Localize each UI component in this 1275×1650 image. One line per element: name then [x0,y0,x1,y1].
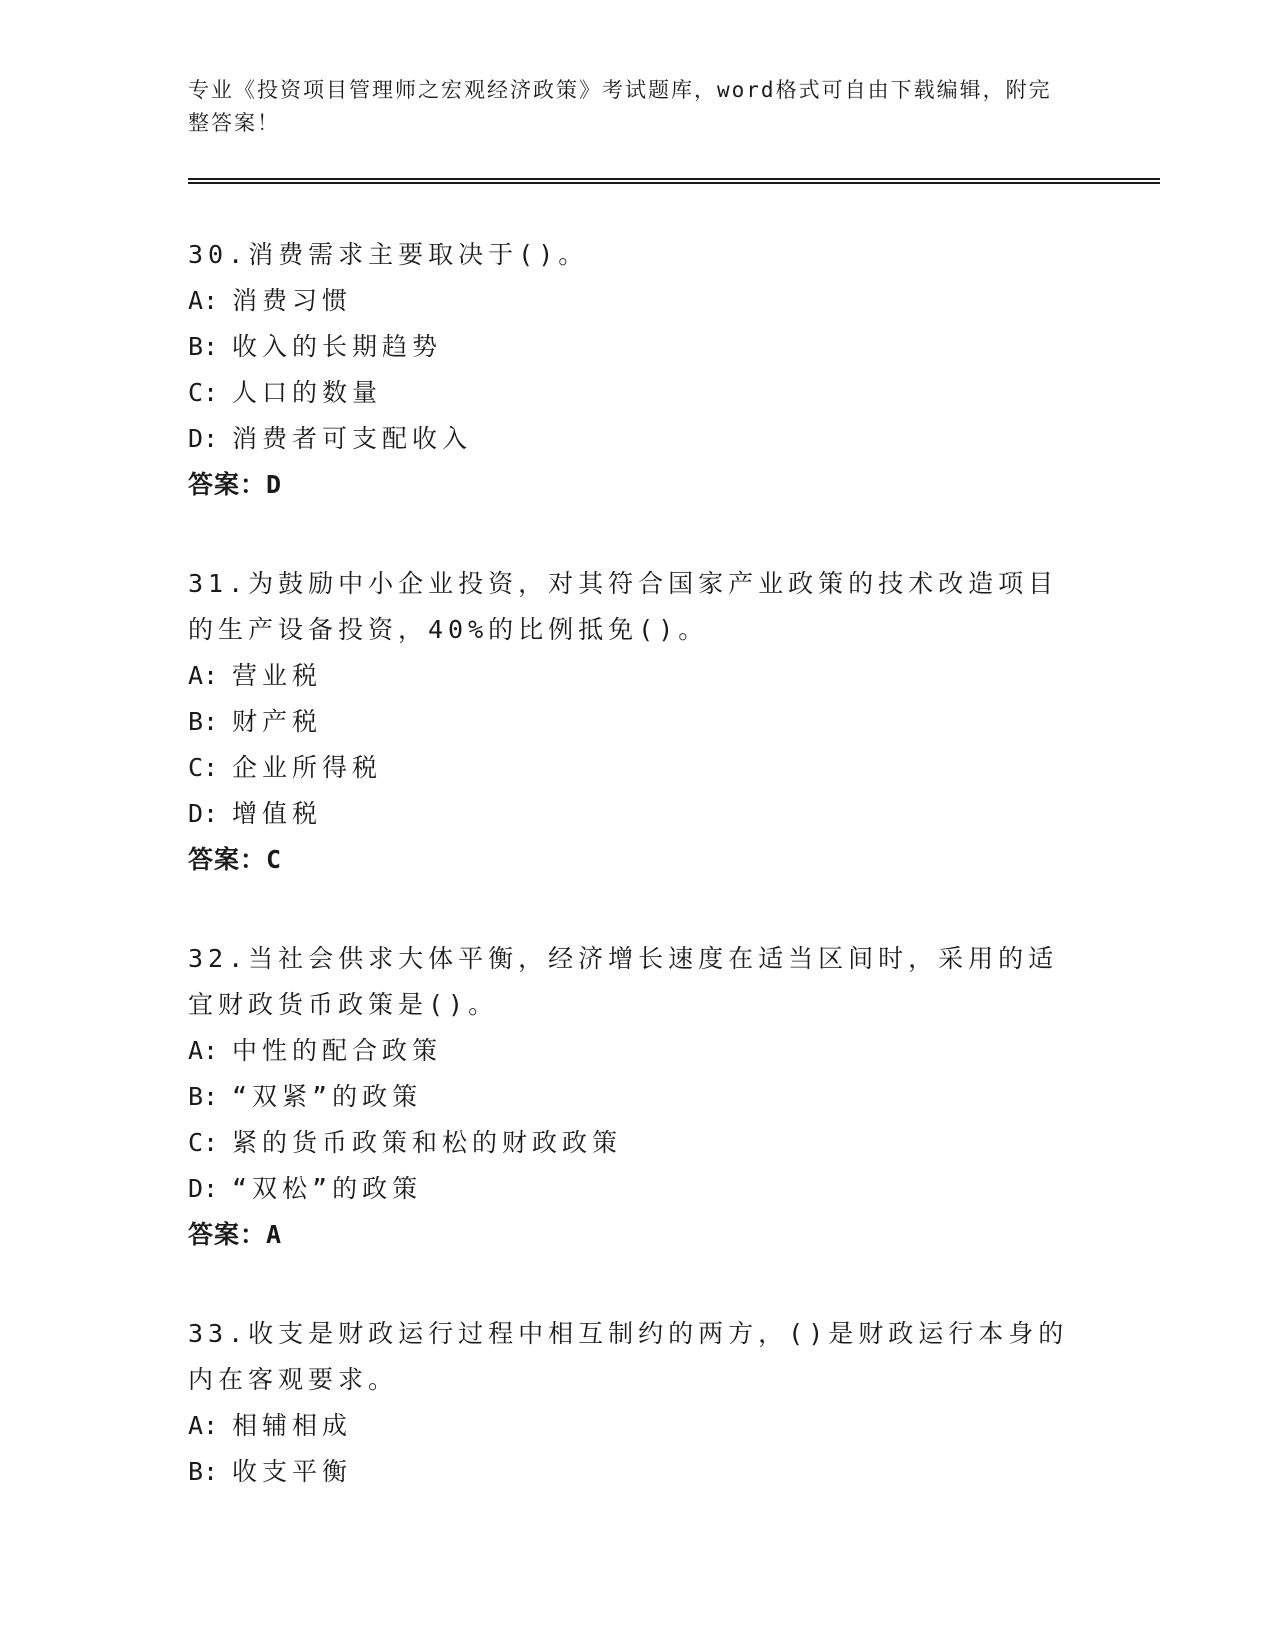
option-text: 中性的配合政策 [232,1036,443,1065]
question-stem: 30.消费需求主要取决于()。 [188,240,589,269]
option-c [188,370,1088,416]
question-32 [188,936,1088,1258]
option-d [188,416,1088,462]
option-b [188,1074,1088,1120]
option-text: 收支平衡 [232,1457,353,1486]
option-text: 营业税 [232,661,323,690]
question-list [188,232,1088,1548]
answer-line: 答案：C [188,845,283,874]
option-a [188,1028,1088,1074]
option-key: B: [188,1082,219,1111]
question-33 [188,1311,1088,1495]
option-d [188,791,1088,837]
answer-line: 答案：D [188,470,283,499]
option-text: 人口的数量 [232,378,383,407]
question-stem: 31.为鼓励中小企业投资，对其符合国家产业政策的技术改造项目的生产设备投资，40%的比例抵免()。 [188,569,1059,644]
option-key: C: [188,753,219,782]
option-a [188,653,1088,699]
option-key: A: [188,661,219,690]
question-stem: 32.当社会供求大体平衡，经济增长速度在适当区间时，采用的适宜财政货币政策是()。 [188,944,1059,1019]
question-stem: 33.收支是财政运行过程中相互制约的两方，()是财政运行本身的内在客观要求。 [188,1319,1069,1394]
document-header [188,74,1068,140]
option-a [188,1403,1088,1449]
option-text: “双紧”的政策 [232,1082,423,1111]
option-d [188,1166,1088,1212]
option-text: 消费习惯 [232,286,353,315]
header-text: 专业《投资项目管理师之宏观经济政策》考试题库，word格式可自由下载编辑，附完整答案！ [188,78,1052,135]
option-text: 相辅相成 [232,1411,353,1440]
answer-line: 答案：A [188,1220,283,1249]
option-key: C: [188,378,219,407]
option-b [188,699,1088,745]
option-text: “双松”的政策 [232,1174,423,1203]
option-key: A: [188,1411,219,1440]
option-text: 增值税 [232,799,323,828]
option-c [188,1120,1088,1166]
option-key: B: [188,707,219,736]
option-key: D: [188,799,219,828]
option-c [188,745,1088,791]
option-b [188,324,1088,370]
option-key: A: [188,286,219,315]
option-key: B: [188,1457,219,1486]
option-text: 财产税 [232,707,323,736]
question-31 [188,561,1088,883]
option-key: C: [188,1128,219,1157]
option-text: 收入的长期趋势 [232,332,443,361]
option-text: 企业所得税 [232,753,383,782]
option-key: D: [188,1174,219,1203]
question-30 [188,232,1088,508]
option-key: A: [188,1036,219,1065]
option-b [188,1449,1088,1495]
option-text: 紧的货币政策和松的财政政策 [232,1128,623,1157]
option-a [188,278,1088,324]
option-key: B: [188,332,219,361]
header-divider [188,178,1160,184]
option-text: 消费者可支配收入 [232,424,473,453]
option-key: D: [188,424,219,453]
